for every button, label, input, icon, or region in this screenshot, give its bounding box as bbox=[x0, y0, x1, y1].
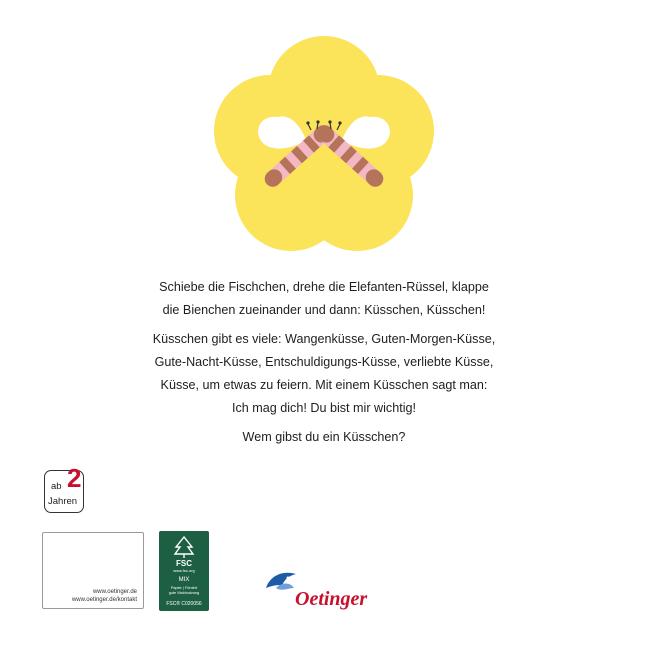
age-unit-label: Jahren bbox=[48, 496, 78, 507]
fsc-name: FSC bbox=[176, 559, 192, 568]
blurb-paragraph-2: Küsschen gibt es viele: Wangenküsse, Guten-Morgen-Küsse, Gute-Nacht-Küsse, Entschuldigungs-Küsse, verliebte Küsse, Küsse, um etwas zu feiern. Mit einem Küsschen sagt man: Ich mag dich! Du bist mir wichtig! bbox=[152, 332, 496, 415]
fsc-url: www.fsc.org bbox=[173, 568, 195, 573]
website-link[interactable]: www.oetinger.de bbox=[92, 589, 137, 595]
blurb-paragraph-1: Schiebe die Fischchen, drehe die Elefanten-Rüssel, klappe die Bienchen zueinander und dann: Küsschen, Küsschen! bbox=[159, 280, 489, 317]
fsc-tree-icon bbox=[172, 535, 196, 559]
fsc-description: Papier | Fördert gute Waldnutzung bbox=[168, 586, 200, 595]
fsc-mix: MIX bbox=[178, 577, 190, 583]
contact-link[interactable]: www.oetinger.de/kontakt bbox=[71, 597, 137, 603]
fsc-code: FSC® C020056 bbox=[166, 601, 202, 607]
age-recommendation-badge bbox=[44, 463, 84, 513]
blurb-paragraph-3: Wem gibst du ein Küsschen? bbox=[242, 430, 406, 444]
website-box bbox=[42, 532, 144, 609]
age-number: 2 bbox=[67, 463, 82, 493]
fsc-label bbox=[159, 531, 209, 611]
publisher-wordmark: Oetinger bbox=[295, 588, 368, 610]
back-cover-blurb bbox=[100, 276, 548, 455]
age-ab-label: ab bbox=[51, 481, 62, 492]
flower-illustration bbox=[0, 0, 648, 260]
